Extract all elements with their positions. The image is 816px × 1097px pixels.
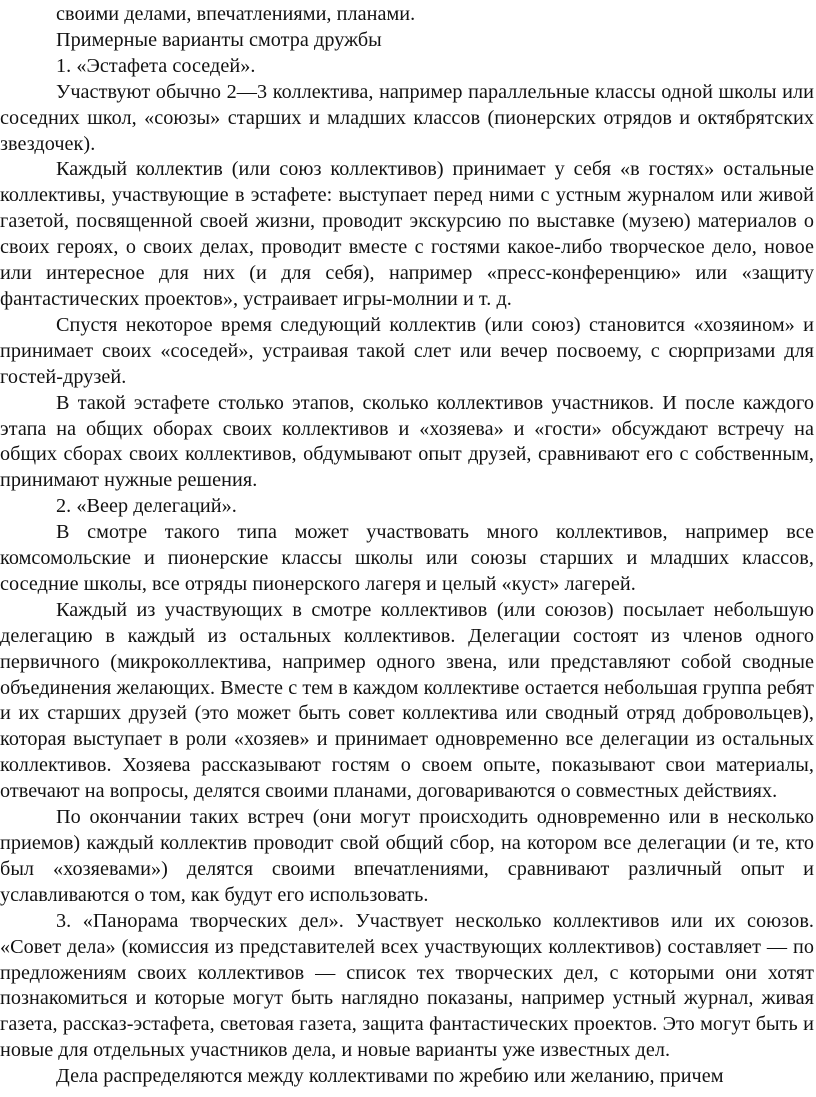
paragraph: Спустя некоторое время следующий коллектив (или союз) становится «хозяином» и принимает своих «соседей», устраивая такой слет или вечер посвоему, с сюрпризами для гостей-друзей. — [0, 313, 814, 388]
paragraph: Дела распределяются между коллективами по жребию или желанию, причем — [56, 1065, 724, 1088]
paragraph-panorama: 3. «Панорама творческих дел». Участвует несколько коллективов или их союзов. «Совет дела» (комиссия из представителей всех участвующих коллективов) составляет — по предложениям своих коллективов — список тех творческих дел, с которыми они хотят познакомиться и которые могут быть наглядно показаны, например устный журнал, живая газета, рассказ-эстафета, световая газета, защита фантастических проектов. Это могут быть и новые для отдельных участников дела, и новые варианты уже известных дел. — [0, 909, 814, 1062]
paragraph: Каждый коллектив (или союз коллективов) принимает у себя «в гостях» остальные коллективы, участвующие в эстафете: выступает перед ними с устным журналом или живой газетой, посвященной своей жизни, проводит экскурсию по выставке (музею) материалов о своих героях, о своих делах, проводит вместе с гостями какое-либо творческое дело, новое или интересное для них (и для себя), например «пресс-конференцию» или «защиту фантастических проектов», устраивает игры-молнии и т. д. — [0, 158, 814, 310]
subsection-heading-delegations: 2. «Веер делегаций». — [56, 495, 237, 518]
paragraph: Участвуют обычно 2—3 коллектива, например параллельные классы одной школы или соседних школ, «союзы» старших и младших классов (пионерских отрядов и октябрятских звездочек). — [0, 80, 814, 155]
paragraph: В смотре такого типа может участвовать много коллективов, например все комсомольские и пионерские классы школы или союзы старших и младших классов, соседние школы, все отряды пионерского лагеря и целый «куст» лагерей. — [0, 521, 814, 595]
paragraph-continuation: своими делами, впечатлениями, планами. — [56, 3, 416, 25]
subsection-heading-relay: 1. «Эстафета соседей». — [56, 54, 256, 77]
paragraph: Каждый из участвующих в смотре коллективов (или союзов) посылает небольшую делегацию в каждый из остальных коллективов. Делегации состоят из членов одного первичного (микроколлектива, например одного звена, или представляют собой сводные объединения желающих. Вместе с тем в каждом коллективе остается небольшая группа ребят и их старших друзей (это может быть совет коллектива или сводный отряд добровольцев), которая выступает в роли «хозяев» и принимает одновременно все делегации из остальных коллективов. Хозяева рассказывают гостям о своем опыте, показывают свои материалы, отвечают на вопросы, делятся своими планами, договариваются о совместных действиях. — [0, 598, 814, 803]
paragraph: По окончании таких встреч (они могут происходить одновременно или в несколько приемов) каждый коллектив проводит свой общий сбор, на котором все делегации (и те, кто был «хозяевами») делятся своими впечатлениями, сравнивают различный опыт и уславливаются о том, как будут его использовать. — [0, 806, 814, 906]
paragraph: В такой эстафете столько этапов, сколько коллективов участников. И после каждого этапа на общих оборах своих коллективов и «хозяева» и «гости» обсуждают встречу на общих сборах своих коллективов, обдумывают опыт друзей, сравнивают его с собственным, принимают нужные решения. — [0, 391, 814, 492]
section-heading: Примерные варианты смотра дружбы — [56, 28, 382, 51]
